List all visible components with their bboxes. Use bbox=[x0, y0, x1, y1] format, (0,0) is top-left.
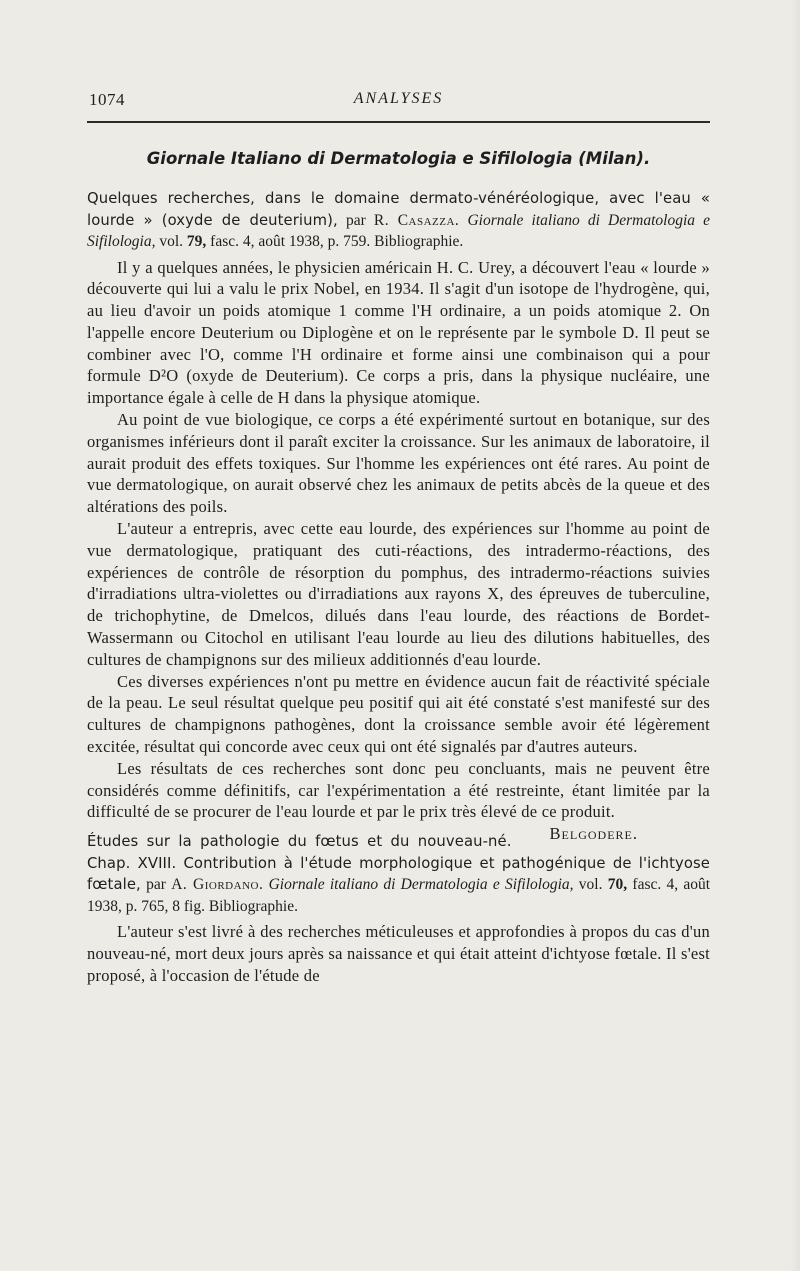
article-details: fasc. 4, août 1938, p. 759. Bibliographie. bbox=[210, 233, 464, 250]
article-vol-label: vol. bbox=[578, 876, 603, 894]
page-number: 1074 bbox=[89, 90, 125, 109]
paragraph: L'auteur a entrepris, avec cette eau lourde, des expériences sur l'homme au point de vue dermatologique, pratiquant des cuti-réactions, des intradermo-réactions, des expériences de contrôle de résorption du pomphus, des intradermo-réactions suivies d'irradiations ultra-violettes ou d'irradiations aux rayons X, des épreuves de tuberculine, de trichophytine, de Dmelcos, dilués dans l'eau lourde, des réactions de Bordet-Wassermann ou Citochol en utilisant l'eau lourde au lieu des dilutions habituelles, des cultures de champignons sur des milieux additionnés d'eau lourde. bbox=[87, 519, 710, 669]
page-header bbox=[87, 90, 710, 114]
article-author: A. Giordano. bbox=[171, 876, 264, 894]
article-giordano bbox=[87, 831, 710, 986]
article-title-block bbox=[87, 188, 710, 253]
article-details: fasc. 4, août 1938, p. 765, 8 fig. Bibliographie. bbox=[87, 876, 711, 915]
header-rule bbox=[87, 121, 710, 123]
paragraph: Ces diverses expériences n'ont pu mettre en évidence aucun fait de réactivité spéciale de la peau. Le seul résultat quelque peu positif qui ait été constaté s'est manifesté sur des cultures de champignons pathogènes, dont la croissance semble avoir été légèrement excitée, résultat qui concorde avec ceux qui ont été signalés par d'autres auteurs. bbox=[87, 671, 710, 757]
paragraph: Il y a quelques années, le physicien américain H. C. Urey, a découvert l'eau « lourde » découverte qui lui a valu le prix Nobel, en 1934. Il s'agit d'un isotope de l'hydrogène, qui, au lieu d'avoir un poids atomique 1 comme l'H ordinaire, a un poids atomique 2. On l'appelle encore Deuterium ou Diplogène et on le représente par le symbole D. Il peut se combiner avec l'O, comme l'H ordinaire et forme ainsi une combinaison qui a pour formule D²O (oxyde de Deuterium). Ce corps a pris, dans la physique nucléaire, une importance égale à celle de H dans la physique atomique. bbox=[87, 257, 710, 408]
article-by: par bbox=[146, 876, 166, 894]
running-title: ANALYSES bbox=[353, 90, 444, 107]
article-casazza bbox=[87, 188, 711, 844]
paragraph-text: Les résultats de ces recherches sont donc peu concluants, mais ne peuvent être considérés comme définitifs, car l'expérimentation a été restreinte, étant limitée par la difficulté de se procurer de l'eau lourde et par le prix très élevé de ce produit. bbox=[87, 758, 710, 822]
article-volume: 79, bbox=[186, 233, 207, 250]
journal-heading: Giornale Italiano di Dermatologia e Sifilologia (Milan). bbox=[146, 149, 651, 168]
article-title: Quelques recherches, dans le domaine dermato-vénéréologique, avec l'eau « lourde » (oxyde de deuterium), bbox=[87, 190, 710, 229]
paragraph: L'auteur s'est livré à des recherches méticuleuses et approfondies à propos du cas d'un nouveau-né, mort deux jours après sa naissance et qui était atteint d'ichtyose fœtale. Il s'est proposé, à l'occasion de l'étude de bbox=[87, 922, 710, 985]
page-body bbox=[87, 148, 710, 987]
article-volume: 70, bbox=[607, 876, 628, 894]
paragraph: Au point de vue biologique, ce corps a été expérimenté surtout en botanique, sur des organismes inférieurs dont il paraît exciter la croissance. Sur les animaux de laboratoire, il aurait produit des effets toxiques. Sur l'homme les expériences ont été rares. Au point de vue dermatologique, on aurait observé chez les animaux de petits abcès de la queue et des altérations des poils. bbox=[87, 410, 710, 517]
article-journal: Giornale italiano di Dermatologia e Sifilologia, bbox=[87, 211, 711, 250]
article-author: R. Casazza. bbox=[373, 211, 460, 229]
reviewer-signature: Belgodere. bbox=[549, 824, 638, 844]
article-journal: Giornale italiano di Dermatologia e Sifilologia, bbox=[268, 876, 574, 894]
page-edge-shadow bbox=[790, 0, 800, 1271]
paragraph-final bbox=[87, 758, 710, 844]
article-by: par bbox=[345, 211, 366, 229]
article-vol-label: vol. bbox=[159, 233, 184, 250]
article-title: Études sur la pathologie du fœtus et du nouveau-né. Chap. XVIII. Contribution à l'étude morphologique et pathogénique de l'ichtyose fœtale, bbox=[87, 833, 710, 894]
